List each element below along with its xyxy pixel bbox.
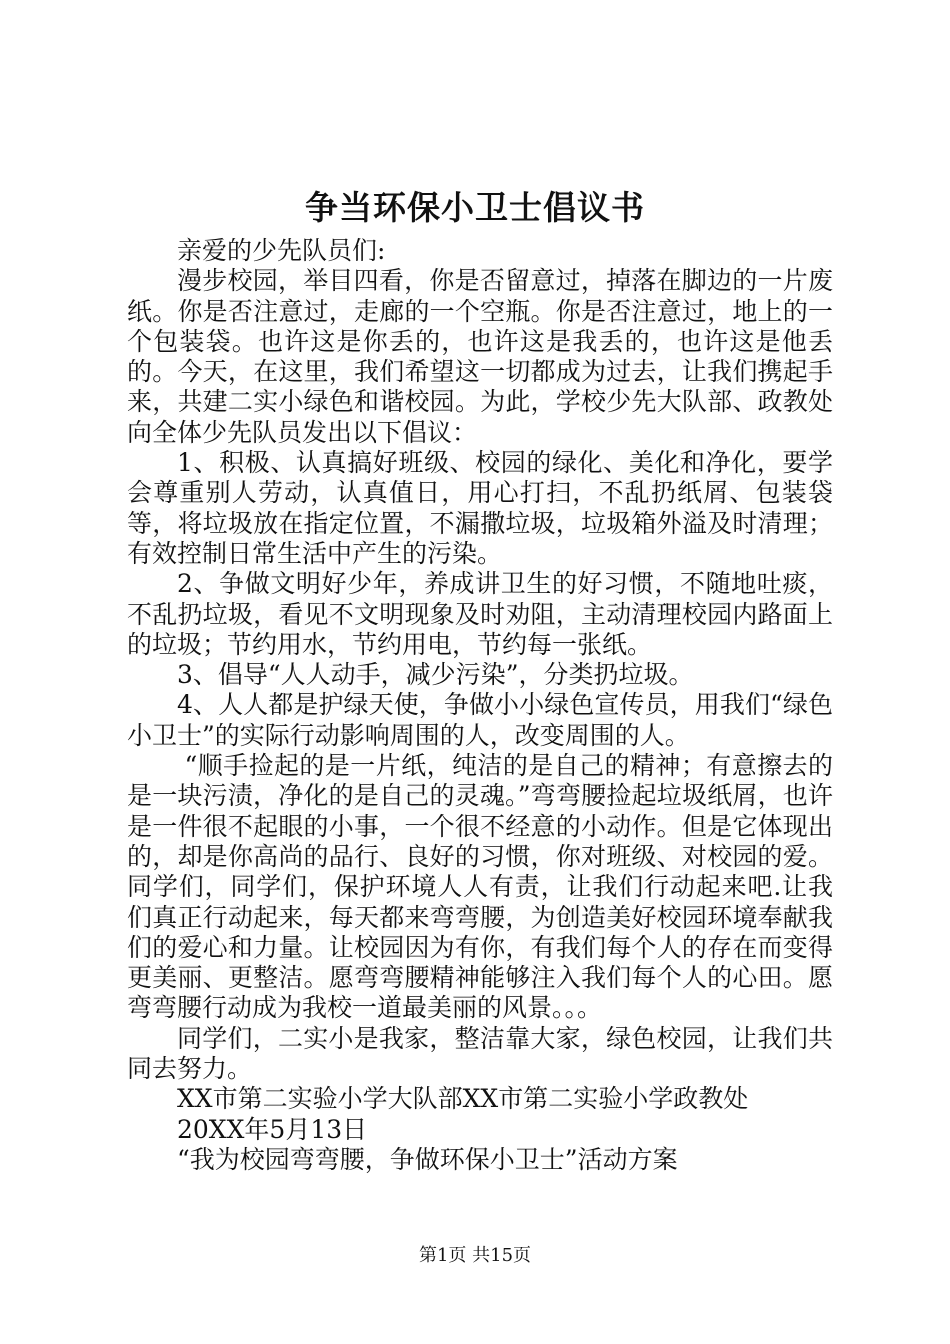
page-number-footer: 第1页 共15页 [418,1245,532,1266]
salutation: 亲爱的少先队员们: [177,236,386,265]
document-body [127,236,833,1175]
body-paragraph-quote: “顺手捡起的是一片纸，纯洁的是自己的精神；有意擦去的是一块污渍，净化的是自己的灵魂。”弯弯腰捡起垃圾纸屑，也许是一件很不起眼的小事，一个很不经意的小动作。但是它体现出的，却是你高尚的品行、良好的习惯，你对班级、对校园的爱。同学们，同学们，保护环境人人有责，让我们行动起来吧.让我们真正行动起来，每天都来弯弯腰，为创造美好校园环境奉献我们的爱心和力量。让校园因为有你，有我们每个人的存在而变得更美丽、更整洁。愿弯弯腰精神能够注入我们每个人的心田。愿弯弯腰行动成为我校一道最美丽的风景。。。 [127,751,833,1023]
next-section-title: “我为校园弯弯腰，争做环保小卫士”活动方案 [177,1144,678,1174]
date-line: 20XX年5月13日 [177,1114,368,1144]
body-paragraph-closing: 同学们，二实小是我家，整洁靠大家，绿色校园，让我们共同去努力。 [127,1023,833,1084]
signature-line: XX市第二实验小学大队部XX市第二实验小学政教处 [177,1084,749,1114]
body-paragraph-intro: 漫步校园，举目四看，你是否留意过，掉落在脚边的一片废纸。你是否注意过，走廊的一个空瓶。你是否注意过，地上的一个包装袋。也许这是你丢的，也许这是我丢的，也许这是他丢的。今天，在这里，我们希望这一切都成为过去，让我们携起手来，共建二实小绿色和谐校园。为此，学校少先大队部、政教处向全体少先队员发出以下倡议： [127,266,833,447]
document-title: 争当环保小卫士倡议书 [305,188,645,227]
body-paragraph-item-4: 4、人人都是护绿天使，争做小小绿色宣传员，用我们“绿色小卫士”的实际行动影响周围的人，改变周围的人。 [127,690,833,750]
body-paragraph-item-3: 3、倡导“人人动手，减少污染”，分类扔垃圾。 [177,660,694,690]
body-paragraph-item-1: 1、积极、认真搞好班级、校园的绿化、美化和净化，要学会尊重别人劳动，认真值日，用心打扫，不乱扔纸屑、包装袋等，将垃圾放在指定位置，不漏撒垃圾，垃圾箱外溢及时清理；有效控制日常生活中产生的污染。 [127,448,833,568]
body-paragraph-item-2: 2、争做文明好少年，养成讲卫生的好习惯，不随地吐痰，不乱扔垃圾，看见不文明现象及时劝阻，主动清理校园内路面上的垃圾；节约用水，节约用电，节约每一张纸。 [127,569,833,659]
